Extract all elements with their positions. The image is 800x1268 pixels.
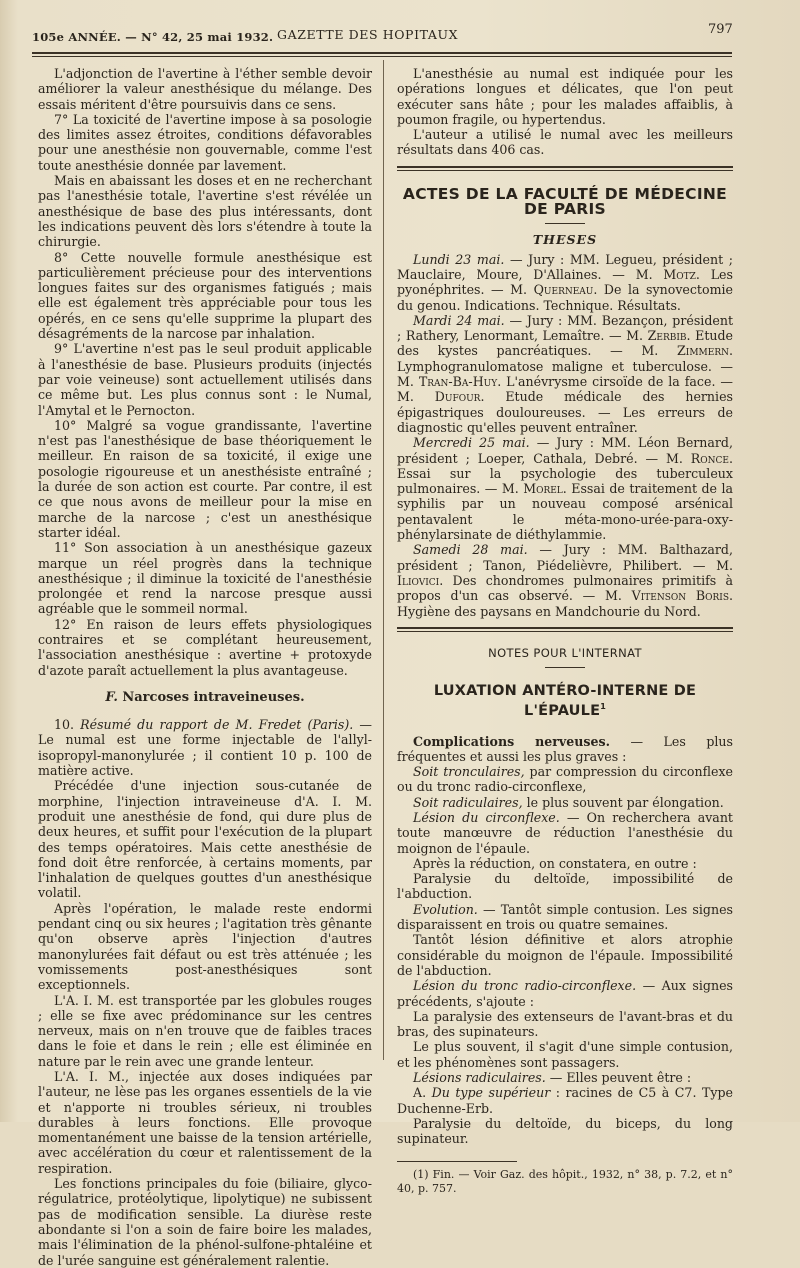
theses-heading: THESES xyxy=(532,232,598,248)
candidate-name: Tran-Ba-Huy xyxy=(418,374,498,390)
page-number: 797 xyxy=(708,22,733,37)
text-run: A. xyxy=(413,1085,432,1101)
thesis-entry xyxy=(397,252,733,313)
text-run: — Les plus fréquentes et aussi les plus graves : xyxy=(397,733,733,764)
thesis-entry xyxy=(397,313,733,435)
paragraph xyxy=(397,902,733,933)
footnote: (1) Fin. — Voir Gaz. des hôpit., 1932, n° 38, p. 7.2, et n° 40, p. 757. xyxy=(397,1167,733,1195)
paragraph: L'anesthésie au numal est indiquée pour les opérations longues et délicates, que l'on peut exécuter sans hâte ; pour les malades affaiblis, à poumon fragile, ou hypertendus. xyxy=(397,66,733,127)
left-column xyxy=(38,66,372,1268)
header-rule-thin xyxy=(32,56,732,57)
page-header xyxy=(32,22,732,48)
journal-title: GAZETTE DES HOPITAUX xyxy=(277,27,459,42)
paragraph: L'auteur a utilisé le numal avec les meilleurs résultats dans 406 cas. xyxy=(397,127,733,158)
paragraph: 7° La toxicité de l'avertine impose à sa posologie des limites assez étroites, conditions défavorables pour une anesthésie non gouvernable, comme l'est toute anesthésie donnée par lavement. xyxy=(38,111,372,173)
text-run: : racines de C5 à C7. Type Duchenne-Erb. xyxy=(397,1085,733,1116)
section-rule-thin xyxy=(397,631,733,632)
paragraph: Après l'opération, le malade reste endormi pendant cinq ou six heures ; l'agitation très gênante qu'on observe après l'injection d'autres manonylurées fait défaut ou est très atténuée ; les vomissements post-anesthésiques sont exceptionnels. xyxy=(38,900,372,993)
thesis-entry xyxy=(397,435,733,542)
paragraph: L'adjonction de l'avertine à l'éther semble devoir améliorer la valeur anesthésique du mélange. Des essais méritent d'être poursuivis dans ce sens. xyxy=(38,66,372,112)
paragraph xyxy=(397,810,733,856)
paragraph: 11° Son association à un anesthésique gazeux marque un réel progrès dans la technique anesthésique ; il diminue la toxicité de l'anesthésie prolongée et rend la narcose presque aussi agréable que le sommeil normal. xyxy=(38,540,372,617)
section-title: Narcoses intraveineuses. xyxy=(122,689,305,705)
section-rule xyxy=(397,166,733,168)
paragraph: Paralysie du deltoïde, impossibilité de l'abduction. xyxy=(397,871,733,902)
paragraph xyxy=(397,1085,733,1116)
paragraph: Mais en abaissant les doses et en ne recherchant pas l'anesthésie totale, l'avertine s'est révélée un anesthésique de base des plus intéressants, dont les indications peuvent dès lors s'étendre à toute la chirurgie. xyxy=(38,173,372,250)
term: Evolution. xyxy=(413,901,478,917)
candidate-name: Vitenson Boris xyxy=(631,588,729,604)
thesis-date: Samedi 28 mai. xyxy=(413,542,528,558)
thesis-date: Mardi 24 mai. xyxy=(413,312,505,328)
short-rule xyxy=(545,223,585,224)
paragraph xyxy=(397,978,733,1009)
paragraph xyxy=(397,1070,733,1085)
paragraph: Les fonctions principales du foie (biliaire, glyco-régulatrice, protéolytique, lipolytique) ne subissent pas de modification sensible. La diurèse reste abondante si l'on a soin de faire boire les malades, mais l'élimination de la phénol-sulfone-phtaléine et de l'urée sanguine est généralement ralentie. xyxy=(38,1176,372,1268)
candidate-name: Zimmern xyxy=(677,343,729,359)
candidate-name: Morel xyxy=(523,481,563,497)
term: Du type supérieur xyxy=(431,1085,551,1101)
paragraph: Précédée d'une injection sous-cutanée de morphine, l'injection intraveineuse d'A. I. M. produit une anesthésie de fond, qui dure plus de deux heures, et suffit pour l'exécution de la plupart des temps opératoires. Mais cette anesthésie de fond doit être renforcée, à certains moments, par l'inhalation de quelques gouttes d'un anesthésique volatil. xyxy=(38,778,372,901)
short-rule xyxy=(545,667,585,668)
text-run: . Essai sur la psychologie des tuberculeux pulmonaires. — M. xyxy=(397,450,733,497)
section-rule-thin xyxy=(397,170,733,171)
paragraph: Après la réduction, on constatera, en outre : xyxy=(413,855,697,871)
text-run: — Tantôt simple contusion. Les signes disparaissent en trois ou quatre semaines. xyxy=(397,901,733,933)
term: Lésion du circonflexe. xyxy=(413,810,560,825)
section-rule xyxy=(397,627,733,629)
right-column xyxy=(397,66,733,1196)
paragraph: L'A. I. M., injectée aux doses indiquées par l'auteur, ne lèse pas les organes essentiels de la vie et n'apporte ni troubles sérieux, ni troubles durables à leurs fonctions. Elle provoque momentanément une baisse de la tension artérielle, avec accélération du cœur et ralentissement de la respiration. xyxy=(38,1069,372,1176)
subheading: Complications nerveuses. xyxy=(413,733,610,749)
thesis-date: Lundi 23 mai. xyxy=(413,251,505,267)
text-run: . Les pyonéphrites. — M. xyxy=(397,266,733,298)
text-run: . Des chondromes pulmonaires primitifs à propos d'un cas observé. — M. xyxy=(397,572,733,604)
article-title xyxy=(397,684,733,719)
text-run: — Aux signes précédents, s'ajoute : xyxy=(397,978,733,1009)
text-run: . Lymphogranulomatose maligne et tuberculose. — M. xyxy=(397,343,733,390)
text-run: le plus souvent par élongation. xyxy=(522,794,724,810)
text-run: — Le numal est une forme injectable de l'allyl-isopropyl-manonylurée ; il contient 10 p. 100 de matière active. xyxy=(38,717,372,779)
thesis-date: Mercredi 25 mai. xyxy=(413,435,530,451)
text-run: . Hygiène des paysans en Mandchourie du Nord. xyxy=(397,588,734,619)
text-run: . De la synovectomie du genou. Indications. Technique. Résultats. xyxy=(397,282,734,313)
paragraph: Tantôt lésion définitive et alors atrophie considérable du moignon de l'épaule. Impossibilité de l'abduction. xyxy=(397,932,733,978)
paragraph: 12° En raison de leurs effets physiologiques contraires et se complétant heureusement, l'association anesthésique : avertine + protoxyde d'azote paraît actuellement la plus avantageuse. xyxy=(38,616,372,678)
notes-heading: NOTES POUR L'INTERNAT xyxy=(488,645,642,660)
paragraph: L'A. I. M. est transportée par les globules rouges ; elle se fixe avec prédominance sur les centres nerveux, mais on n'en trouve que de faibles traces dans le foie et dans le rein ; elle est éliminée en nature par le rein avec une grande lenteur. xyxy=(38,992,372,1069)
paragraph: 10° Malgré sa vogue grandissante, l'avertine n'est pas l'anesthésique de base théoriquement le meilleur. En raison de sa toxicité, il exige une posologie rigoureuse et un anesthésiste entraîné ; la durée de son action est courte. Par contre, il est ce que nous avons de meilleur pour la mise en marche de la narcose ; c'est un anesthésique starter idéal. xyxy=(38,417,372,540)
text-run: . Etude des kystes pancréatiques. — M. xyxy=(397,328,734,359)
footnote-marker: 1 xyxy=(600,702,606,712)
text-run: — Jury : MM. Legueu, président ; Mauclaire, Moure, D'Allaines. — M. xyxy=(397,251,733,282)
term: Lésion du tronc radio-circonflexe. xyxy=(413,978,637,994)
paragraph: Le plus souvent, il s'agit d'une simple contusion, et les phénomènes sont passagers. xyxy=(397,1039,733,1070)
actes-heading: ACTES DE LA FACULTÉ DE MÉDECINE DE PARIS xyxy=(402,184,728,219)
issue-line: 105e ANNÉE. — N° 42, 25 mai 1932. xyxy=(32,30,274,44)
paragraph xyxy=(397,734,733,765)
column-divider xyxy=(383,60,384,1060)
section-letter: F. xyxy=(105,689,118,705)
text-run: par compression du circonflexe ou du tronc radio-circonflexe, xyxy=(397,764,733,795)
article-title-text: LUXATION ANTÉRO-INTERNE DE L'ÉPAULE xyxy=(433,683,697,720)
paragraph xyxy=(38,717,372,778)
paragraph: 9° L'avertine n'est pas le seul produit applicable à l'anesthésie de base. Plusieurs produits (injectés par voie veineuse) sont actuellement utilisés dans ce même but. Les plus connus sont : le Numal, l'Amytal et le Pernocton. xyxy=(38,341,372,418)
text-run: . Etude médicale des hernies épigastriques douloureuses. — Les erreurs de diagnostic qu'elles peuvent entraîner. xyxy=(397,389,733,435)
text-run: — Jury : MM. Balthazard, président ; Tanon, Piédelièvre, Philibert. — M. xyxy=(397,542,733,573)
paragraph xyxy=(397,795,733,810)
term: Soit radiculaires, xyxy=(413,794,523,810)
section-heading-f xyxy=(38,690,372,705)
thesis-entry xyxy=(397,542,733,618)
paragraph xyxy=(397,764,733,795)
footnote-rule xyxy=(397,1161,517,1162)
term: Lésions radiculaires. xyxy=(413,1070,546,1086)
header-rule xyxy=(32,52,732,54)
paragraph: La paralysie des extenseurs de l'avant-bras et du bras, des supinateurs. xyxy=(397,1008,733,1040)
term: Soit tronculaires, xyxy=(413,764,525,780)
report-title: Résumé du rapport de M. Fredet (Paris). xyxy=(80,717,354,733)
candidate-name: Zerbib xyxy=(647,328,687,344)
text-run: — Elles peuvent être : xyxy=(545,1070,692,1086)
candidate-name: Ronce xyxy=(690,450,729,466)
paragraph: 8° Cette nouvelle formule anesthésique est particulièrement précieuse pour des interventions longues faites sur des organismes fatigués ; mais elle est également très appréciable pour tous les opérés, en ce sens qu'elle supprime la plupart des désagréments de la narcose par inhalation. xyxy=(38,249,372,342)
text-run: . Essai de traitement de la syphilis par un nouveau composé arsénical pentavalent le méta-mono-urée-para-oxy-phénylarsinate de diéthylammie. xyxy=(397,481,734,543)
candidate-name: Querneau xyxy=(533,282,594,298)
text-run: — On recherchera avant toute manœuvre de réduction l'anesthésie du moignon de l'épaule. xyxy=(397,810,733,856)
candidate-name: Dufour xyxy=(434,389,481,405)
text-run: . L'anévrysme cirsoïde de la face. — M. xyxy=(397,374,734,405)
candidate-name: Iliovici xyxy=(397,572,440,588)
candidate-name: Motz xyxy=(663,266,696,282)
text-run: — Jury : MM. Léon Bernard, président ; Loeper, Cathala, Debré. — M. xyxy=(397,435,733,466)
text-run: — Jury : MM. Bezançon, président ; Rathery, Lenormant, Lemaître. — M. xyxy=(397,312,733,344)
paragraph: Paralysie du deltoïde, du biceps, du long supinateur. xyxy=(397,1115,733,1147)
item-number: 10. xyxy=(54,717,75,733)
